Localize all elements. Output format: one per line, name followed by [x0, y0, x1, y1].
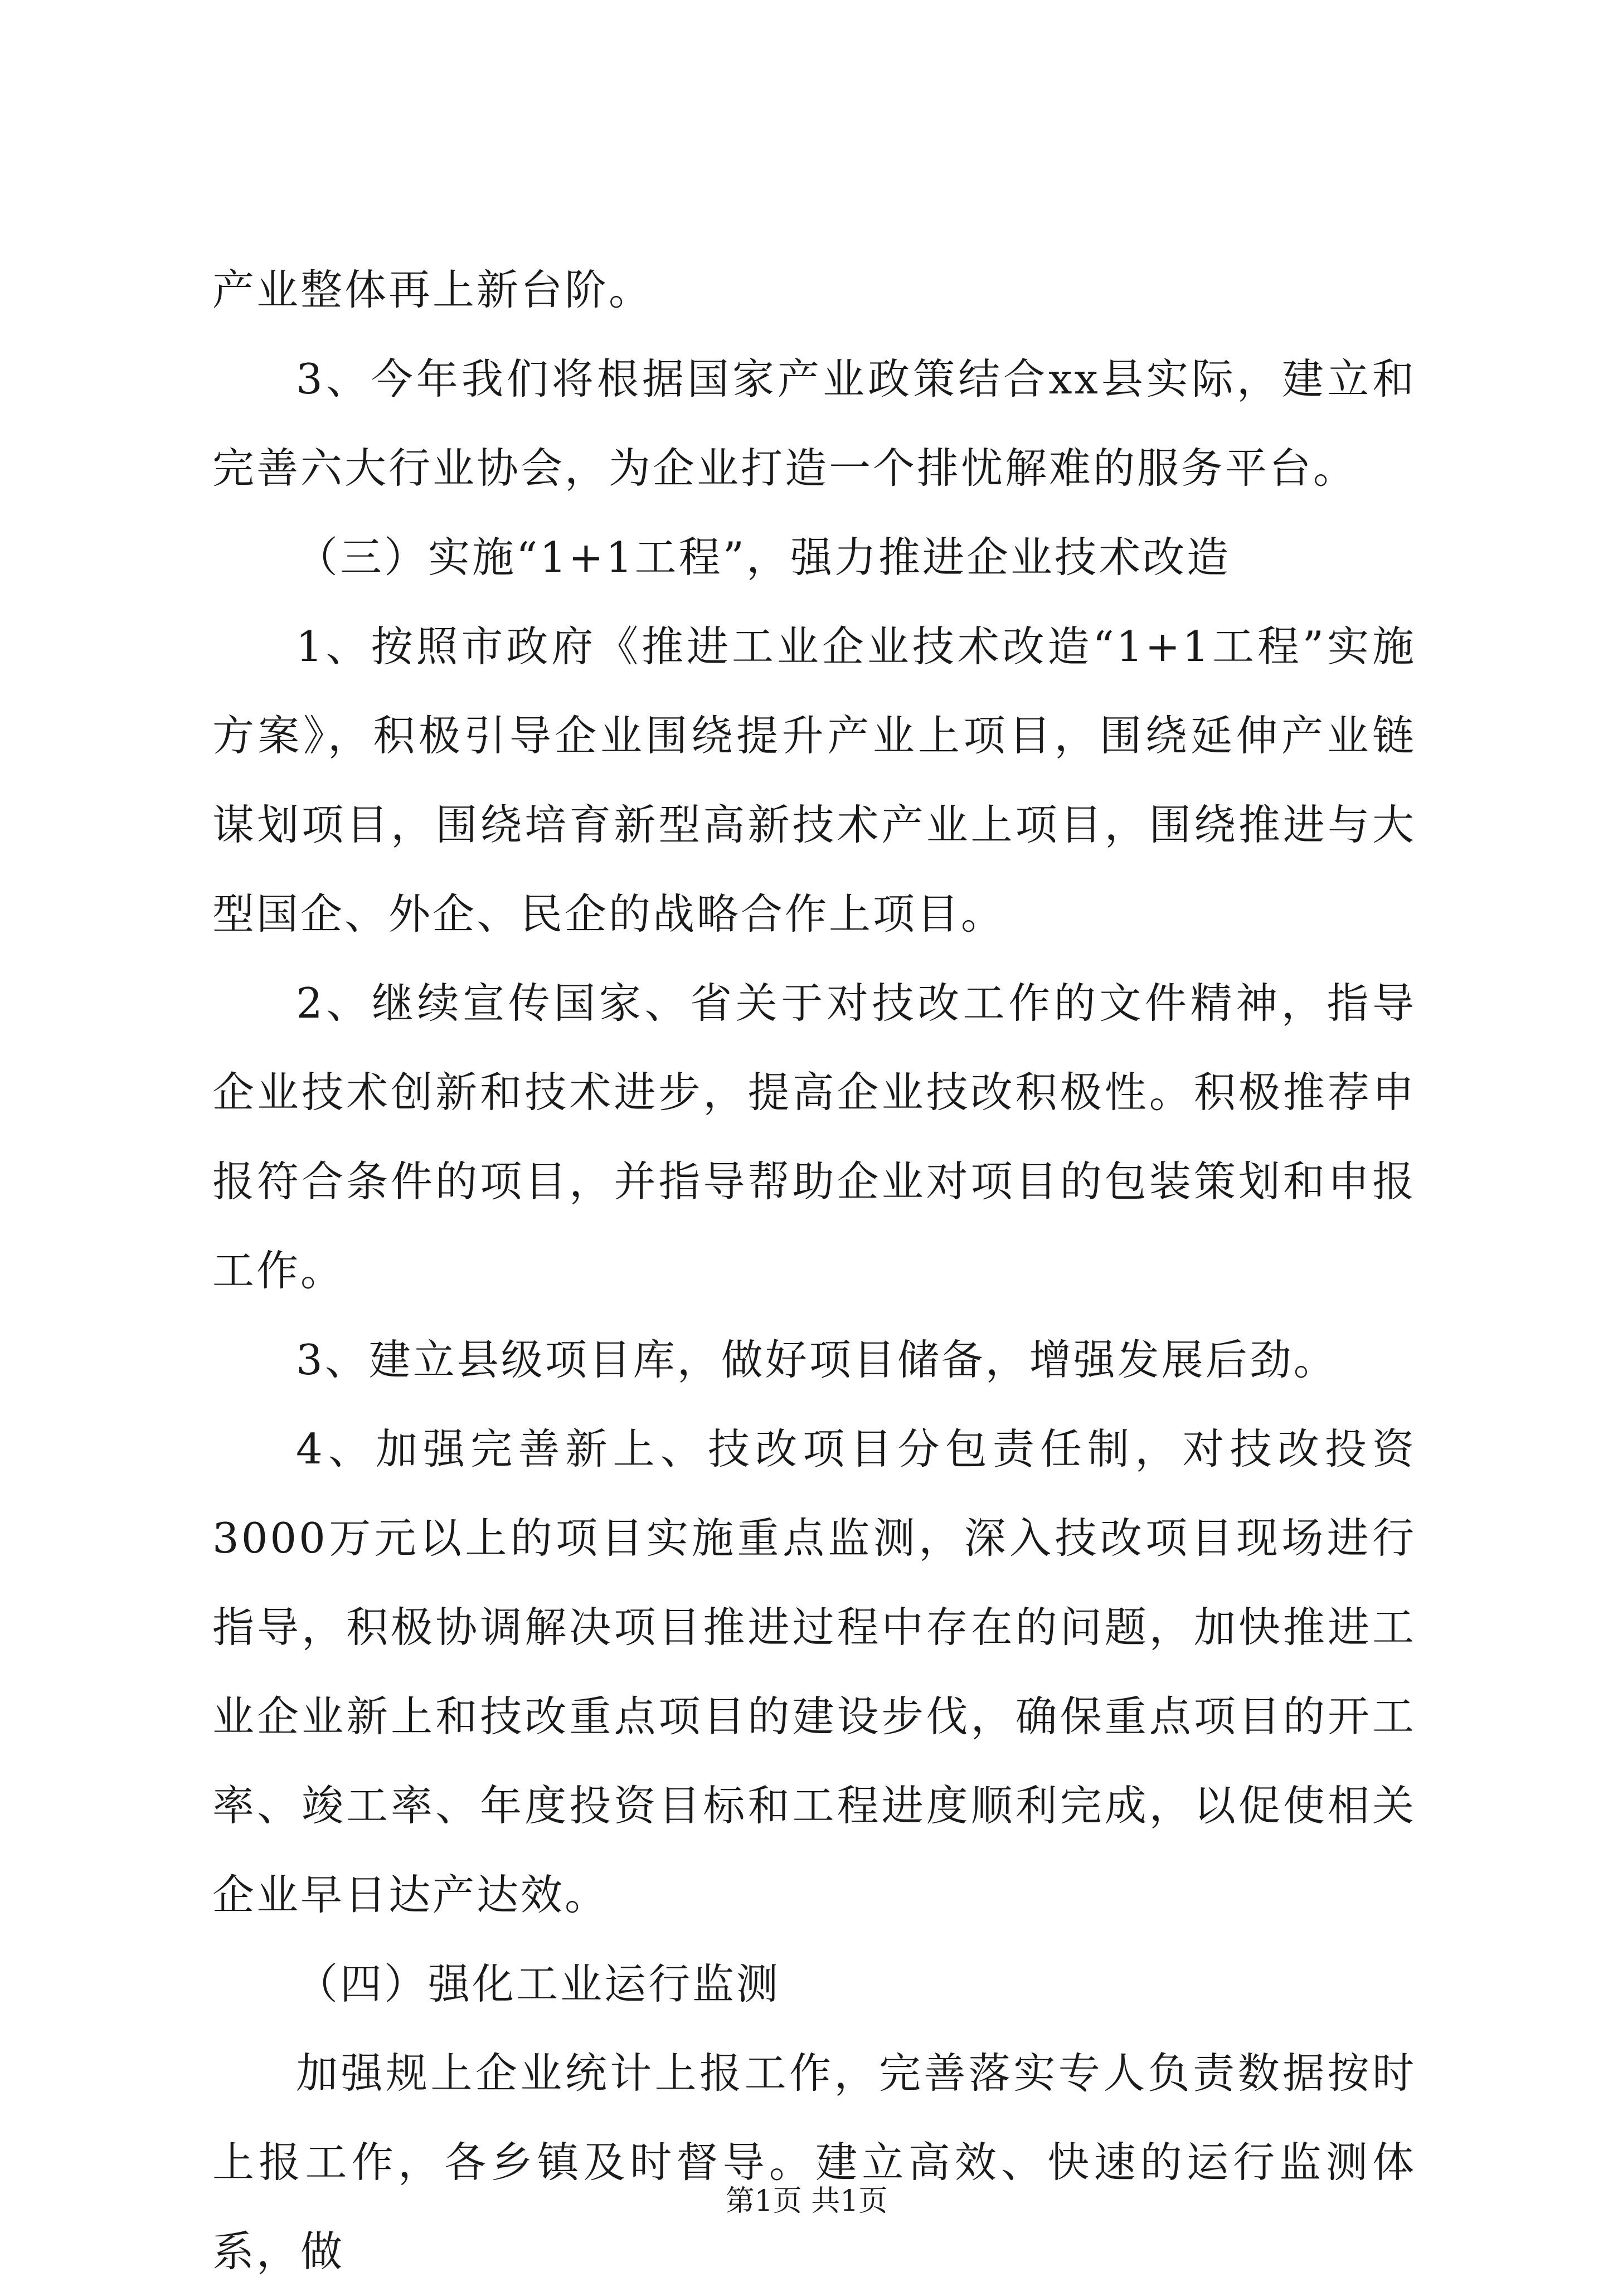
paragraph-project-monitoring: 4、加强完善新上、技改项目分包责任制，对技改投资3000万元以上的项目实施重点监测，深入技改项目现场进行指导，积极协调解决项目推进过程中存在的问题，加快推进工业企业新上和技改重点项目的建设步伐，确保重点项目的开工率、竣工率、年度投资目标和工程进度顺利完成，以促使相关企业早日达产达效。 [212, 1424, 1416, 1919]
paragraph-industry-associations: 3、今年我们将根据国家产业政策结合xx县实际，建立和完善六大行业协会，为企业打造一个排忧解难的服务平台。 [212, 354, 1416, 493]
paragraph-project-library: 3、建立县级项目库，做好项目储备，增强发展后劲。 [296, 1335, 1338, 1384]
document-body [212, 245, 1416, 2296]
paragraph-continuation: 产业整体再上新台阶。 [212, 265, 653, 314]
section-heading-tech-upgrade: （三）实施“1+1工程”，强力推进企业技术改造 [296, 533, 1231, 582]
paragraph-policy-promotion: 2、继续宣传国家、省关于对技改工作的文件精神，指导企业技术创新和技术进步，提高企业技改积极性。积极推荐申报符合条件的项目，并指导帮助企业对项目的包装策划和申报工作。 [212, 979, 1416, 1295]
paragraph-statistics-reporting: 加强规上企业统计上报工作，完善落实专人负责数据按时上报工作，各乡镇及时督导。建立高效、快速的运行监测体系，做 [212, 2049, 1416, 2276]
paragraph-implementation-plan: 1、按照市政府《推进工业企业技术改造“1+1工程”实施方案》，积极引导企业围绕提升产业上项目，围绕延伸产业链谋划项目，围绕培育新型高新技术产业上项目，围绕推进与大型国企、外企、民企的战略合作上项目。 [212, 622, 1416, 938]
page-number-footer: 第1页 共1页 [725, 2185, 888, 2218]
section-heading-operation-monitoring: （四）强化工业运行监测 [296, 1959, 781, 2008]
